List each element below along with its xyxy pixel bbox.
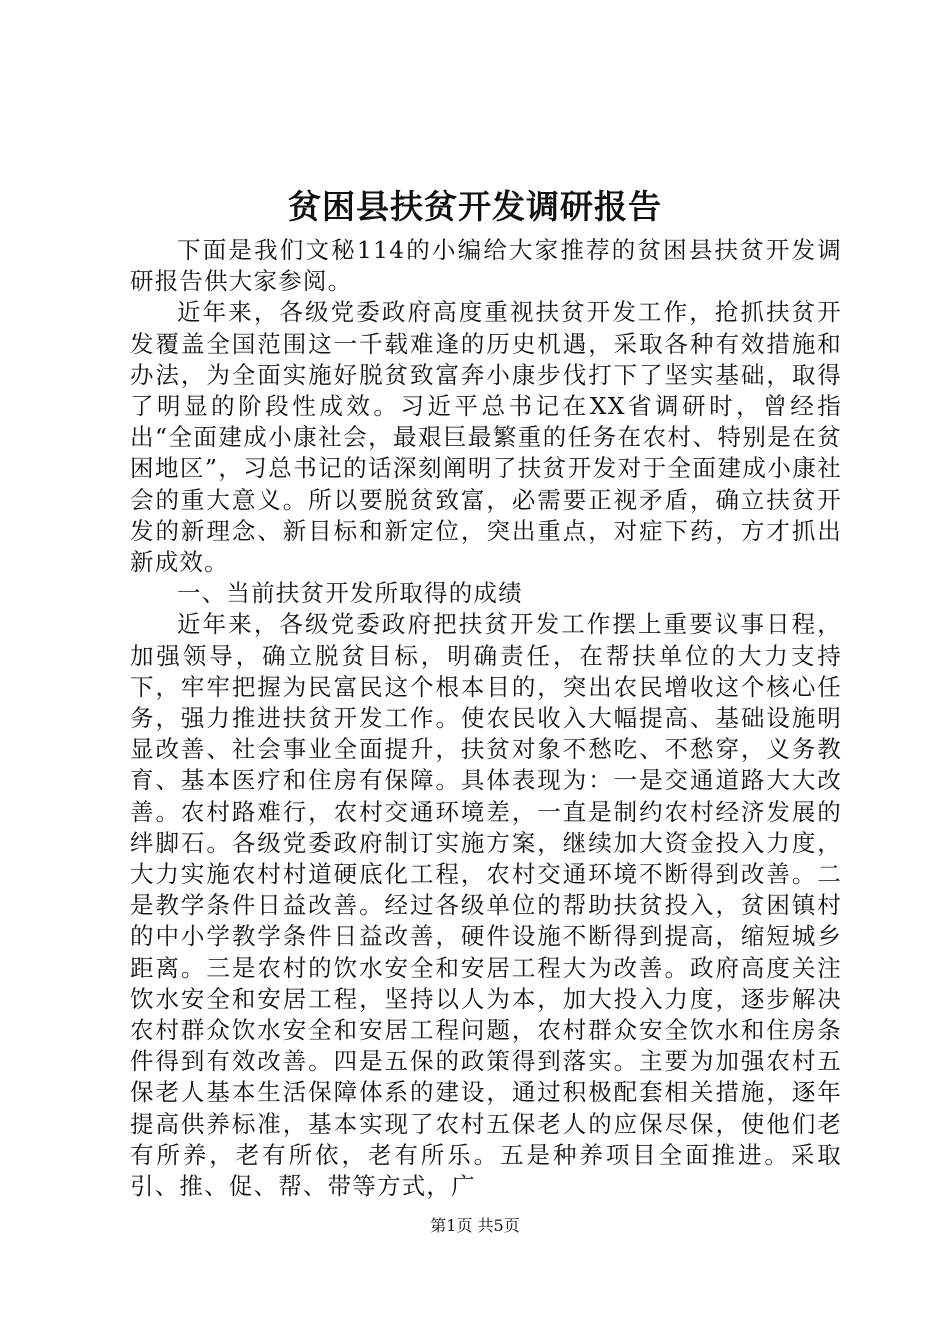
- document-body: [130, 235, 842, 1202]
- paragraph-achievements: 近年来，各级党委政府把扶贫开发工作摆上重要议事日程，加强领导，确立脱贫目标，明确责任，在帮扶单位的大力支持下，牢牢把握为民富民这个根本目的，突出农民增收这个核心任务，强力推进扶贫开发工作。使农民收入大幅提高、基础设施明显改善、社会事业全面提升，扶贫对象不愁吃、不愁穿，义务教育、基本医疗和住房有保障。具体表现为：一是交通道路大大改善。农村路难行，农村交通环境差，一直是制约农村经济发展的绊脚石。各级党委政府制订实施方案，继续加大资金投入力度，大力实施农村村道硬底化工程，农村交通环境不断得到改善。二是教学条件日益改善。经过各级单位的帮助扶贫投入，贫困镇村的中小学教学条件日益改善，硬件设施不断得到提高，缩短城乡距离。三是农村的饮水安全和安居工程大为改善。政府高度关注饮水安全和安居工程，坚持以人为本，加大投入力度，逐步解决农村群众饮水安全和安居工程问题，农村群众安全饮水和住房条件得到有效改善。四是五保的政策得到落实。主要为加强农村五保老人基本生活保障体系的建设，通过积极配套相关措施，逐年提高供养标准，基本实现了农村五保老人的应保尽保，使他们老有所养，老有所依，老有所乐。五是种养项目全面推进。采取引、推、促、帮、带等方式，广: [130, 610, 842, 1201]
- document-title: 贫困县扶贫开发调研报告: [288, 187, 662, 226]
- paragraph-background: 近年来，各级党委政府高度重视扶贫开发工作，抢抓扶贫开发覆盖全国范围这一千载难逢的历史机遇，采取各种有效措施和办法，为全面实施好脱贫致富奔小康步伐打下了坚实基础，取得了明显的阶段性成效。习近平总书记在XX省调研时，曾经指出“全面建成小康社会，最艰巨最繁重的任务在农村、特别是在贫困地区”，习总书记的话深刻阐明了扶贫开发对于全面建成小康社会的重大意义。所以要脱贫致富，必需要正视矛盾，确立扶贫开发的新理念、新目标和新定位，突出重点，对症下药，方才抓出新成效。: [130, 298, 842, 577]
- section-heading: 一、当前扶贫开发所取得的成绩: [177, 579, 523, 608]
- page-number-footer: 第1页 共5页: [430, 1216, 520, 1235]
- paragraph-intro: 下面是我们文秘114的小编给大家推荐的贫困县扶贫开发调研报告供大家参阅。: [130, 236, 842, 296]
